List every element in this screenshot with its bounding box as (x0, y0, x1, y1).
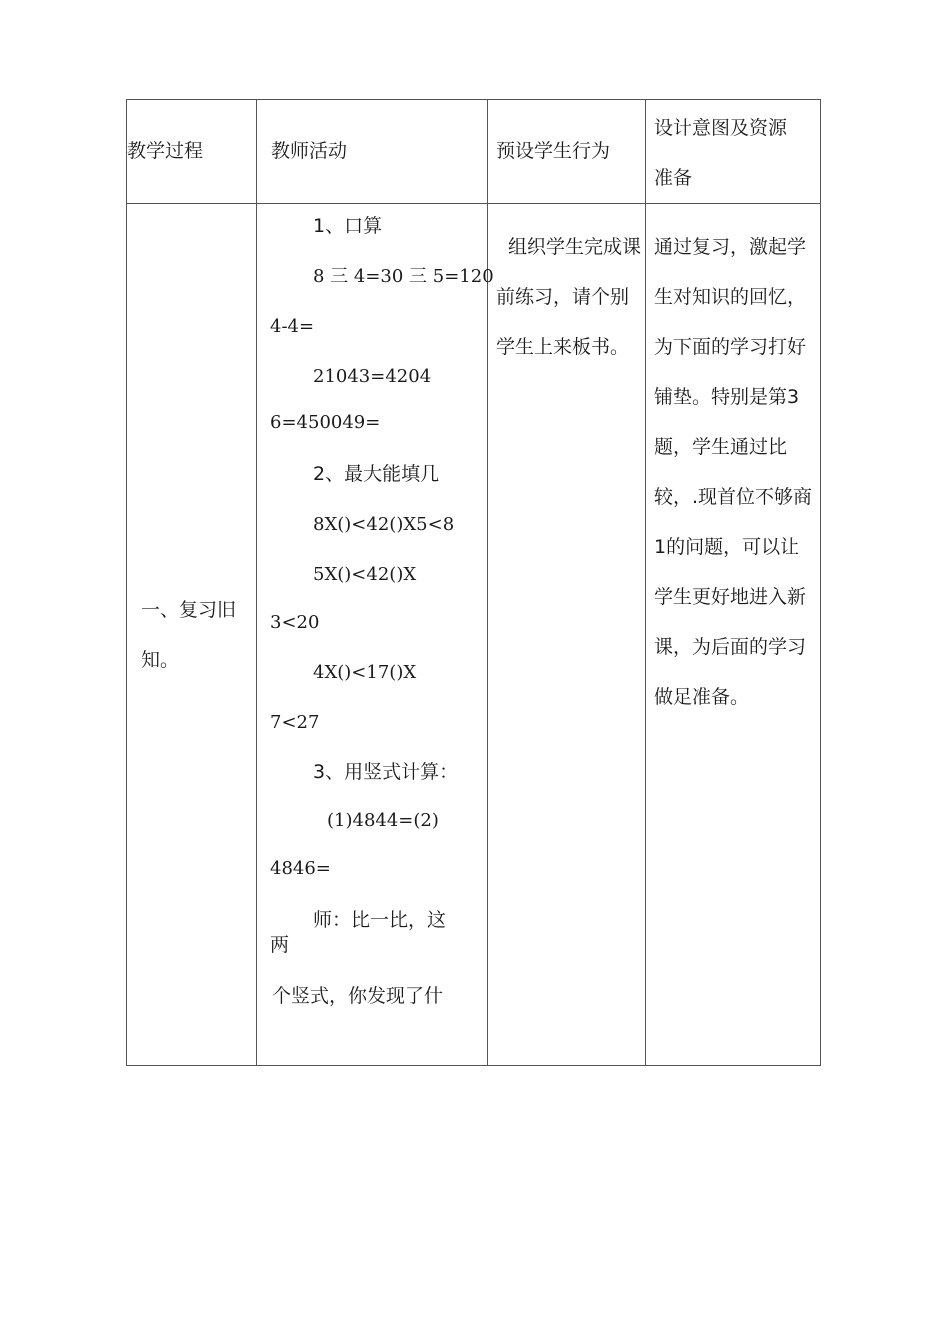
student-behavior-text: 组织学生完成课前练习，请个别学生上来板书。 (496, 236, 642, 358)
teacher-line-13: (1)4844=(2) (327, 810, 439, 831)
teacher-line-15: 师：比一比，这 (313, 909, 447, 931)
teacher-line-7: 8X()<42()X5<8 (313, 514, 455, 535)
header-process (127, 100, 257, 204)
teacher-line-11: 7<27 (270, 712, 320, 733)
teacher-line-2: 8 三 4=30 三 5=120 (313, 266, 494, 287)
header-student-label: 预设学生行为 (496, 140, 611, 162)
header-teacher-label: 教师活动 (271, 140, 348, 162)
design-intent-cell (646, 204, 821, 1066)
teacher-line-14: 4846= (270, 858, 331, 879)
teacher-line-3: 4-4= (270, 316, 315, 337)
teacher-line-12: 3、用竖式计算： (313, 761, 459, 783)
process-line1: 一、复习旧 (141, 598, 237, 621)
teacher-activity-cell (257, 204, 494, 1066)
design-intent-text: 通过复习，激起学生对知识的回忆，为下面的学习打好铺垫。特别是第3题，学生通过比较，.现首位不够商1的问题，可以让学生更好地进入新课，为后面的学习做足准备。 (654, 236, 813, 708)
header-design (646, 100, 821, 204)
teacher-line-10: 4X()<17()X (313, 662, 417, 683)
table-row (127, 204, 821, 1066)
header-process-label: 教学过程 (127, 140, 204, 162)
teacher-line-4: 21043=4204 (313, 366, 432, 387)
process-cell (127, 204, 257, 1066)
teacher-line-1: 1、口算 (313, 215, 383, 237)
header-design-line1: 设计意图及资源 (654, 116, 788, 139)
teacher-line-8: 5X()<42()X (313, 564, 417, 585)
lesson-plan-table (126, 99, 821, 1066)
teacher-line-9: 3<20 (270, 612, 320, 633)
process-line2: 知。 (141, 648, 180, 671)
teacher-line-17: 个竖式，你发现了什 (272, 985, 444, 1007)
teacher-line-5: 6=450049= (270, 412, 381, 433)
header-teacher (257, 100, 488, 204)
teacher-line-6: 2、最大能填几 (313, 463, 440, 485)
student-behavior-cell (488, 204, 646, 1066)
header-student (488, 100, 646, 204)
header-design-line2: 准备 (654, 166, 693, 189)
teacher-line-16: 两 (270, 934, 290, 956)
table-header-row (127, 100, 821, 204)
